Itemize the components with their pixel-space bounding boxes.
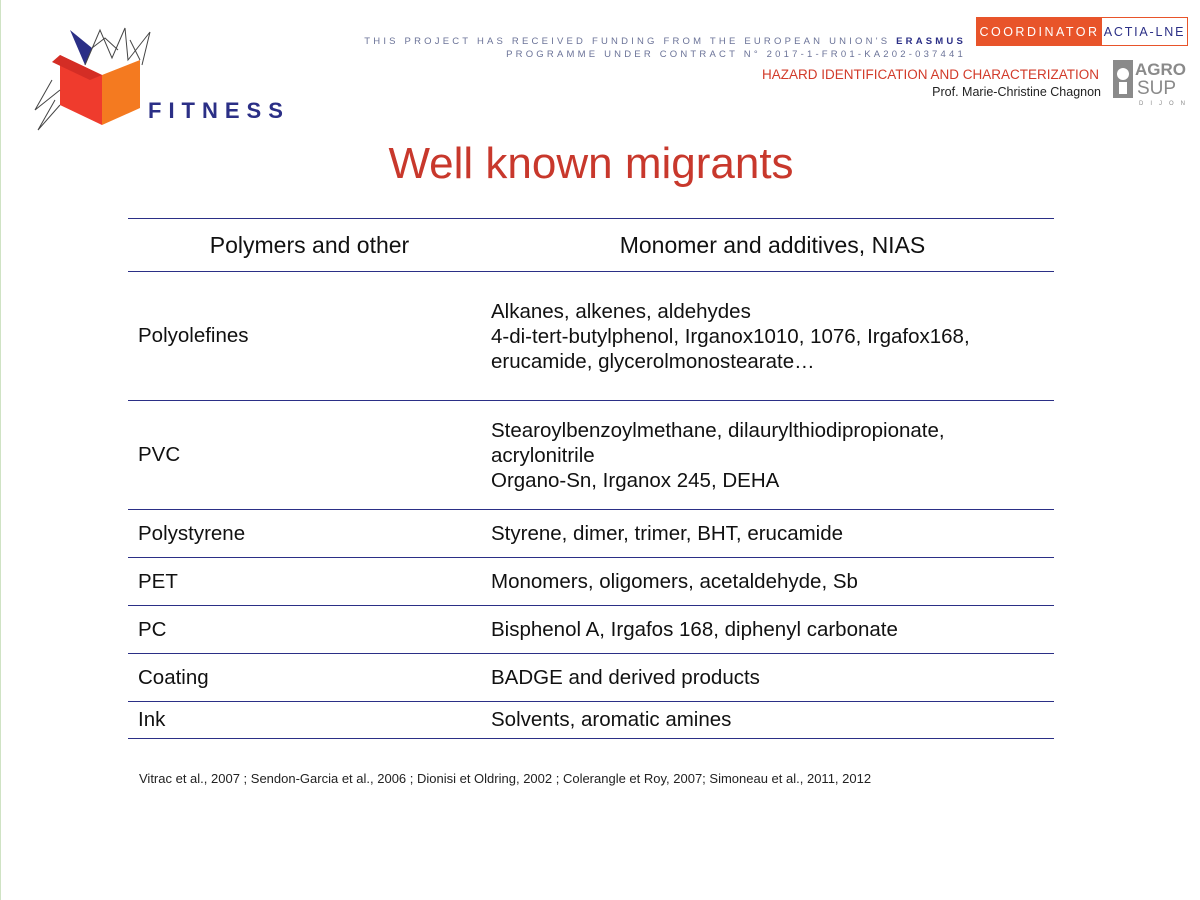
migrants-cell xyxy=(491,272,1054,401)
fitness-logo xyxy=(30,20,290,135)
section-label: HAZARD IDENTIFICATION AND CHARACTERIZATION xyxy=(761,67,1099,82)
references: Vitrac et al., 2007 ; Sendon-Garcia et al., 2006 ; Dionisi et Oldring, 2002 ; Colerangle et Roy, 2007; Simoneau et al., 2011, 2012 xyxy=(139,771,872,786)
funding-line-1 xyxy=(364,35,966,48)
migrants-cell: BADGE and derived products xyxy=(491,654,1054,702)
polymer-cell: PVC xyxy=(128,401,491,510)
migrants-cell: Monomers, oligomers, acetaldehyde, Sb xyxy=(491,558,1054,606)
header-polymers: Polymers and other xyxy=(128,219,491,272)
header-migrants: Monomer and additives, NIAS xyxy=(491,219,1054,272)
migrants-line: erucamide, glycerolmonostearate… xyxy=(491,349,815,373)
migrants-line: Stearoylbenzoylmethane, dilaurylthiodipropionate, xyxy=(491,418,945,442)
table-row xyxy=(128,272,1054,401)
polymer-cell: Polystyrene xyxy=(128,510,491,558)
table-row xyxy=(128,654,1054,702)
polymer-cell: PC xyxy=(128,606,491,654)
polymer-cell: Coating xyxy=(128,654,491,702)
polymer-cell: PET xyxy=(128,558,491,606)
migrants-line: acrylonitrile xyxy=(491,443,595,467)
table-row xyxy=(128,606,1054,654)
migrants-cell: Solvents, aromatic amines xyxy=(491,702,1054,739)
agrosup-line-3: DIJON xyxy=(1139,101,1189,106)
table-row xyxy=(128,401,1054,510)
polymer-cell: Ink xyxy=(128,702,491,739)
agrosup-logo xyxy=(1113,60,1189,106)
coordinator-box xyxy=(976,17,1188,46)
table-row xyxy=(128,558,1054,606)
table-row xyxy=(128,510,1054,558)
agrosup-line-1: AGRO xyxy=(1135,60,1186,79)
polymer-cell: Polyolefines xyxy=(128,272,491,401)
migrants-cell: Bisphenol A, Irgafos 168, diphenyl carbonate xyxy=(491,606,1054,654)
page-title: Well known migrants xyxy=(388,139,794,188)
logo-text: FITNESS xyxy=(148,98,290,123)
coordinator-value: ACTIA-LNE xyxy=(1103,24,1186,39)
migrants-table xyxy=(128,218,1054,739)
coordinator-label: COORDINATOR xyxy=(977,18,1102,45)
agrosup-emblem-icon xyxy=(1113,60,1189,106)
table-row xyxy=(128,702,1054,739)
table-header-row xyxy=(128,219,1054,272)
left-edge-rule xyxy=(0,0,1,900)
migrants-line: Alkanes, alkenes, aldehydes xyxy=(491,299,751,323)
erasmus-label: ERASMUS xyxy=(896,36,966,47)
funding-notice xyxy=(364,35,966,61)
migrants-cell xyxy=(491,401,1054,510)
funding-line-2: PROGRAMME UNDER CONTRACT N° 2017-1-FR01-KA202-037441 xyxy=(506,49,966,60)
funding-line-1-text: THIS PROJECT HAS RECEIVED FUNDING FROM THE EUROPEAN UNION'S xyxy=(364,36,891,47)
author-name: Prof. Marie-Christine Chagnon xyxy=(932,85,1101,99)
migrants-cell: Styrene, dimer, trimer, BHT, erucamide xyxy=(491,510,1054,558)
agrosup-line-2: SUP xyxy=(1137,78,1177,99)
migrants-line: Organo-Sn, Irganox 245, DEHA xyxy=(491,468,780,492)
migrants-line: 4-di-tert-butylphenol, Irganox1010, 1076, Irgafox168, xyxy=(491,324,970,348)
